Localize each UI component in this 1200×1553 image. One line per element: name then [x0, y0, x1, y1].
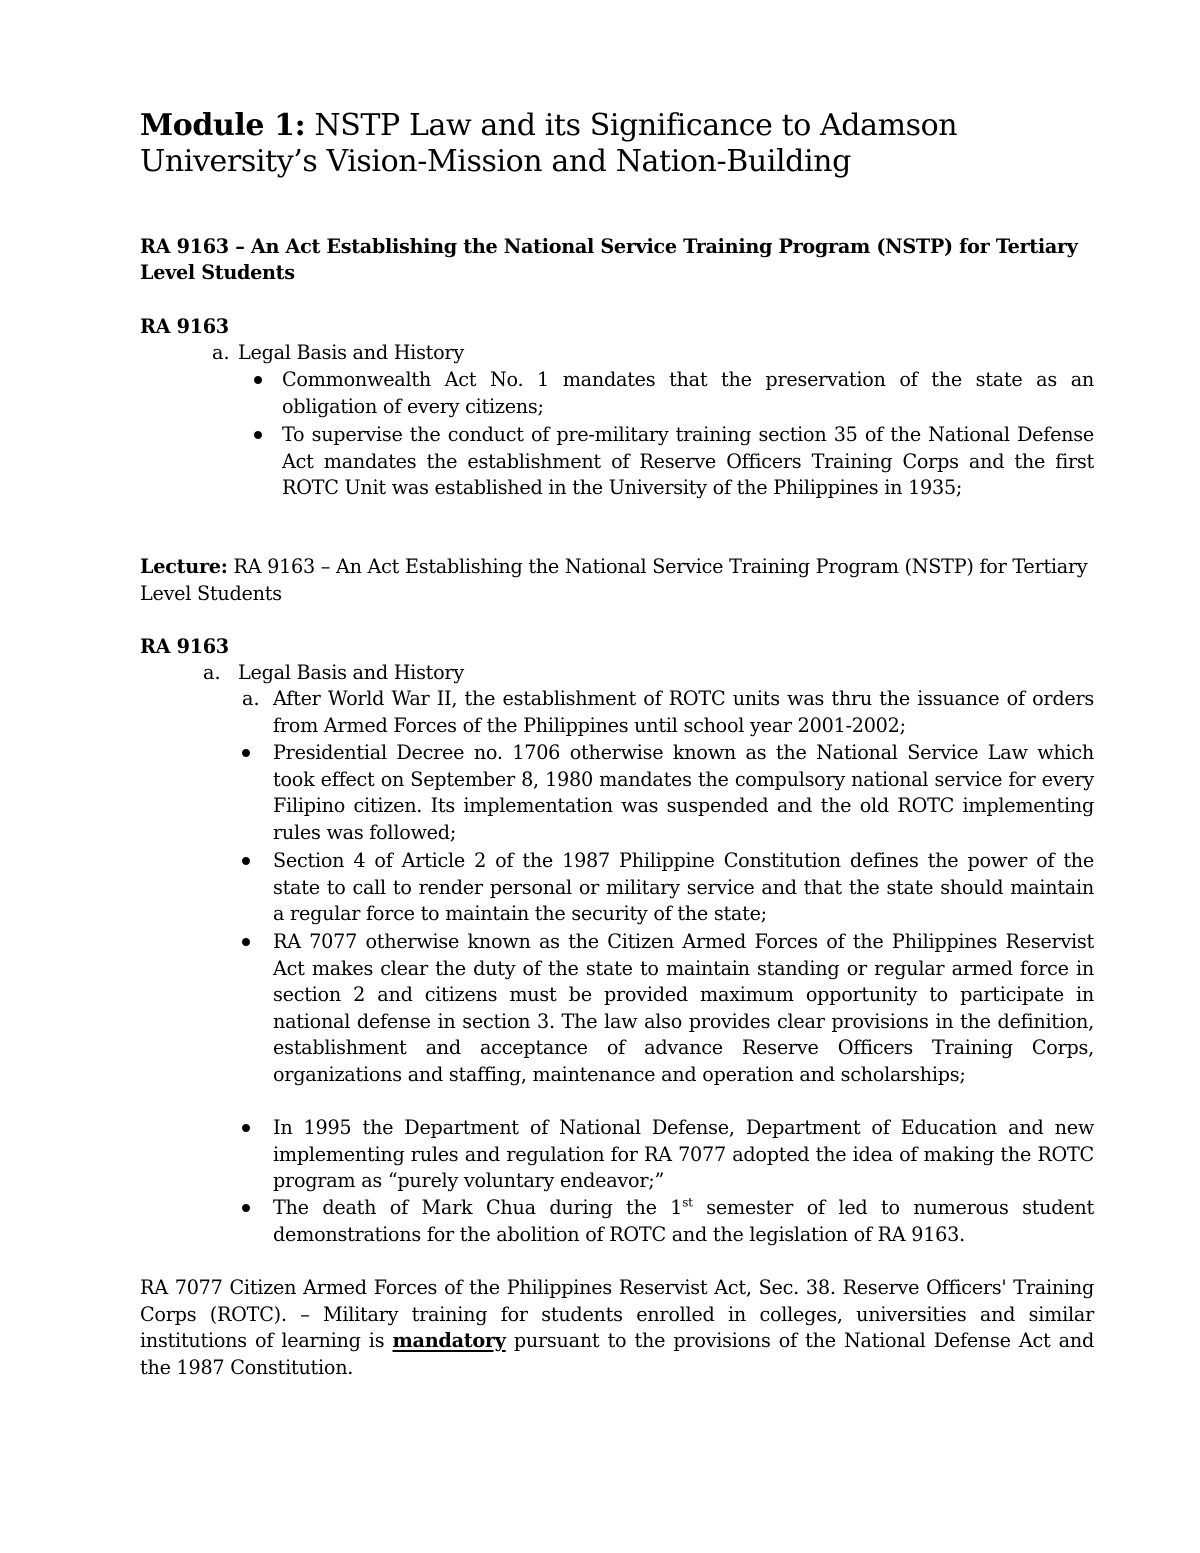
section1-marker: a. — [212, 341, 230, 364]
section2-item-label: Legal Basis and History — [238, 661, 464, 684]
section1-bullet-2: To supervise the conduct of pre-military training section 35 of the National Defense Act mandates the establishment of Reserve Officers Training Corps and the first ROTC Unit was established in the University of the Philippines in 1935; — [282, 423, 1094, 500]
section2-bullet-2: Section 4 of Article 2 of the 1987 Philippine Constitution defines the power of the state to call to render personal or military service and that the state should maintain a regular force to maintain the security of the state; — [273, 849, 1094, 926]
module-title — [140, 108, 1100, 180]
closing-paragraph — [140, 1275, 1094, 1381]
bullet-icon — [242, 938, 250, 946]
section2-bullet-3: RA 7077 otherwise known as the Citizen Armed Forces of the Philippines Reservist Act makes clear the duty of the state to maintain standing or regular armed force in section 2 and citizens must be provided maximum opportunity to participate in national defense in section 3. The law also provides clear provisions in the definition, establishment and acceptance of advance Reserve Officers Training Corps, organizations and staffing, maintenance and operation and scholarships; — [273, 930, 1094, 1086]
bullet-icon — [242, 1204, 250, 1212]
section2-sub-item: After World War II, the establishment of ROTC units was thru the issuance of orders from Armed Forces of the Philippines until school year 2001-2002; — [273, 687, 1094, 737]
section2-bullet-4: In 1995 the Department of National Defense, Department of Education and new implementing rules and regulation for RA 7077 adopted the idea of making the ROTC program as “purely voluntary endeavor;” — [273, 1116, 1094, 1193]
section2-sub-marker: a. — [242, 687, 260, 710]
bullet-icon — [242, 749, 250, 757]
bullet-icon — [254, 431, 262, 439]
section2-heading: RA 9163 — [140, 635, 229, 658]
closing-text-end: pursuant to the provisions of the National Defense Act and the 1987 Constitution. — [140, 1329, 1094, 1379]
lecture-label: Lecture: — [140, 555, 228, 578]
bullet-icon — [242, 857, 250, 865]
section2-bullet-5 — [273, 1195, 1094, 1248]
mark-chua-text-end: semester of led to numerous student demonstrations for the abolition of ROTC and the legislation of RA 9163. — [273, 1196, 1094, 1246]
closing-text-start: RA 7077 Citizen Armed Forces of the Philippines Reservist Act, Sec. 38. Reserve Officers' Training Corps (ROTC). – Military training for students enrolled in colleges, universities and similar institutions of learning is — [140, 1276, 1094, 1353]
bullet-icon — [254, 376, 262, 384]
module-title-prefix: Module 1: — [140, 108, 306, 143]
section1-bullet-1: Commonwealth Act No. 1 mandates that the preservation of the state as an obligation of every citizens; — [282, 368, 1094, 418]
lecture-text: RA 9163 – An Act Establishing the National Service Training Program (NSTP) for Tertiary Level Students — [140, 555, 1088, 605]
lecture-paragraph — [140, 554, 1094, 607]
mark-chua-text-start: The death of Mark Chua during the 1 — [273, 1196, 683, 1219]
section1-item-label: Legal Basis and History — [238, 341, 464, 364]
ordinal-suffix: st — [682, 1195, 693, 1210]
module-title-text: NSTP Law and its Significance to Adamson University’s Vision-Mission and Nation-Building — [140, 108, 958, 179]
section1-heading: RA 9163 — [140, 315, 229, 338]
mandatory-emphasis: mandatory — [392, 1329, 506, 1353]
section2-marker: a. — [203, 661, 221, 684]
bullet-icon — [242, 1124, 250, 1132]
section2-bullet-1: Presidential Decree no. 1706 otherwise known as the National Service Law which took effect on September 8, 1980 mandates the compulsory national service for every Filipino citizen. Its implementation was suspended and the old ROTC implementing rules was followed; — [273, 741, 1094, 844]
act-subtitle: RA 9163 – An Act Establishing the National Service Training Program (NSTP) for Tertiary Level Students — [140, 235, 1078, 284]
